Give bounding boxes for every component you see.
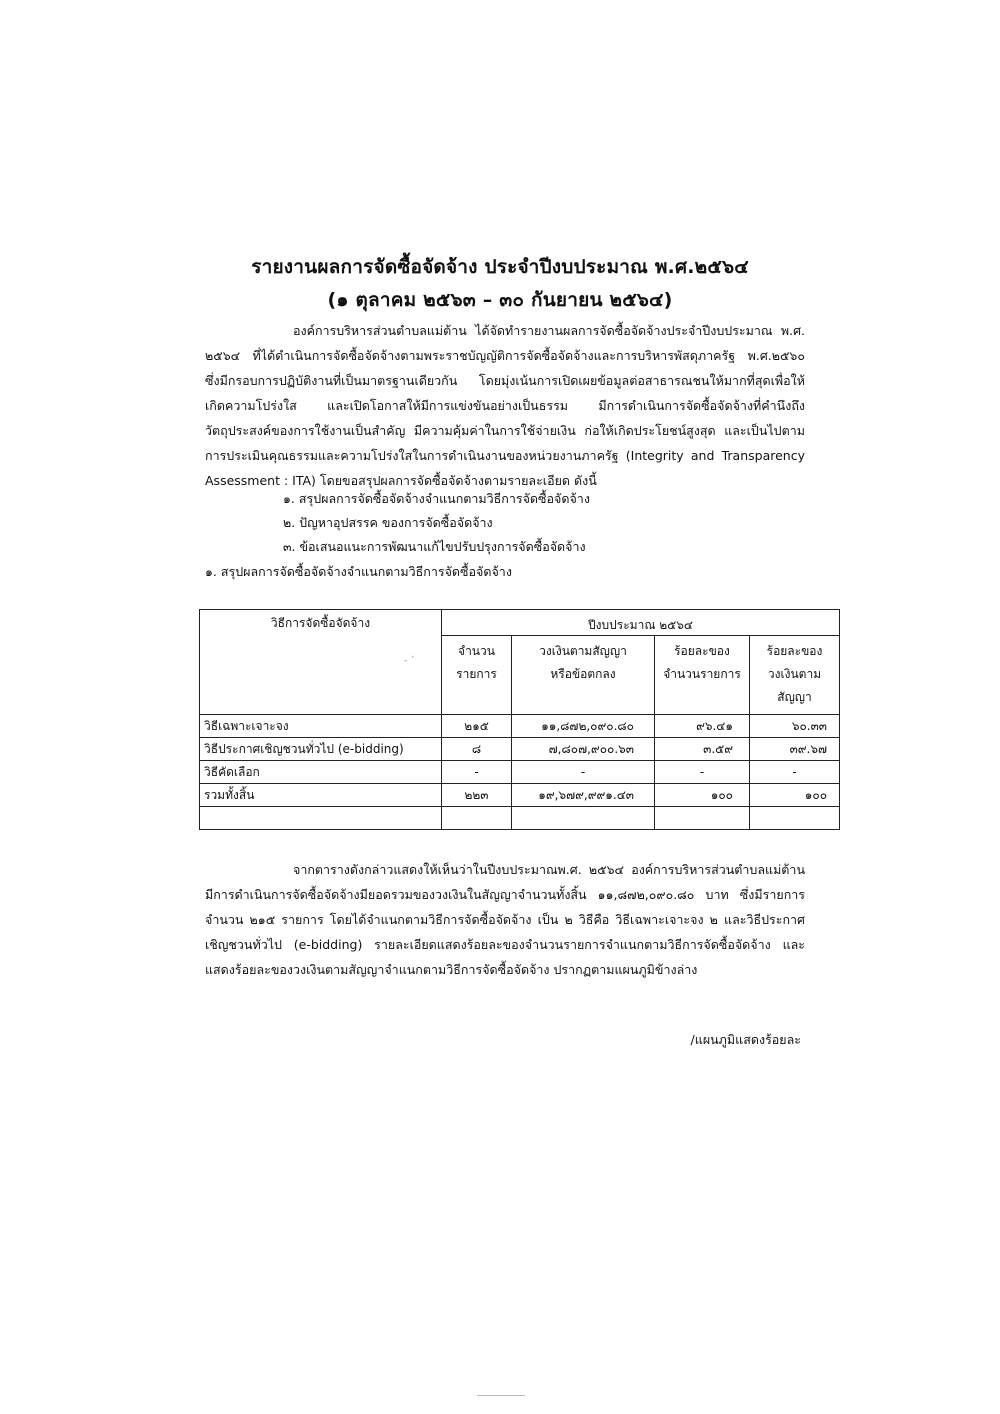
header-contract-value: วงเงินตามสัญญา หรือข้อตกลง <box>512 636 655 715</box>
pct-count: ๙๖.๔๑ <box>655 715 750 738</box>
summary-line: จำนวน ๒๑๕ รายการ โดยได้จำแนกตามวิธีการจัดซื้อจัดจ้าง เป็น ๒ วิธีคือ วิธีเฉพาะเจาะจง ๒ และวิธีประกาศ <box>205 912 805 927</box>
topic-item: ๑. สรุปผลการจัดซื้อจัดจ้างจำแนกตามวิธีการจัดซื้อจัดจ้าง <box>283 491 590 506</box>
summary-line: จากตารางดังกล่าวแสดงให้เห็นว่าในปีงบประมาณพ.ศ. ๒๕๖๔ องค์การบริหารส่วนตำบลแม่ต้าน <box>293 862 805 877</box>
table-row <box>200 761 840 784</box>
procurement-table <box>199 609 840 830</box>
header-count: จำนวน รายการ <box>442 636 512 715</box>
intro-line: การประเมินคุณธรรมและความโปร่งใสในการดำเนินงานของหน่วยงานภาครัฐ (Integrity and Transparency <box>205 448 805 463</box>
pct-value: ๖๐.๓๓ <box>750 715 840 738</box>
intro-line: ๒๕๖๔ ที่ได้ดำเนินการจัดซื้อจัดจ้างตามพระราชบัญญัติการจัดซื้อจัดจ้างและการบริหารพัสดุภาครัฐ พ.ศ.๒๕๖๐ <box>205 348 805 363</box>
pct-count: - <box>655 761 750 784</box>
pct-count: ๓.๕๙ <box>655 738 750 761</box>
header-fiscal-year: ปีงบประมาณ ๒๕๖๔ <box>442 610 840 636</box>
topic-list <box>283 487 590 559</box>
method-name: รวมทั้งสิ้น <box>200 784 442 807</box>
intro-line: วัตถุประสงค์ของการใช้งานเป็นสำคัญ มีความคุ้มค่าในการใช้จ่ายเงิน ก่อให้เกิดประโยชน์สูงสุด และเป็นไปตาม <box>205 423 805 438</box>
scan-speck: - ˊ <box>404 656 415 666</box>
contract-value: ๑๙,๖๗๙,๙๙๑.๔๓ <box>512 784 655 807</box>
method-name: วิธีประกาศเชิญชวนทั่วไป (e-bidding) <box>200 738 442 761</box>
item-count: ๒๑๕ <box>442 715 512 738</box>
table-row <box>200 738 840 761</box>
footer-divider <box>477 1395 525 1396</box>
summary-line: เชิญชวนทั่วไป (e-bidding) รายละเอียดแสดงร้อยละของจำนวนรายการจำแนกตามวิธีการจัดซื้อจัดจ้าง และ <box>205 937 805 952</box>
pct-value: ๓๙.๖๗ <box>750 738 840 761</box>
topic-item: ๒. ปัญหาอุปสรรค ของการจัดซื้อจัดจ้าง <box>283 515 493 530</box>
contract-value: - <box>512 761 655 784</box>
table-row-empty <box>200 807 840 830</box>
contract-value: ๗,๘๐๗,๙๐๐.๖๓ <box>512 738 655 761</box>
intro-paragraph <box>205 318 805 493</box>
intro-line: องค์การบริหารส่วนตำบลแม่ต้าน ได้จัดทำรายงานผลการจัดซื้อจัดจ้างประจำปีงบประมาณ พ.ศ. <box>293 323 805 338</box>
continuation-note: /แผนภูมิแสดงร้อยละ <box>690 1032 801 1047</box>
table-row-total <box>200 784 840 807</box>
summary-line: แสดงร้อยละของวงเงินตามสัญญาจำแนกตามวิธีการจัดซื้อจัดจ้าง ปรากฏตามแผนภูมิข้างล่าง <box>205 962 698 977</box>
header-pct-value: ร้อยละของ วงเงินตาม สัญญา <box>750 636 840 715</box>
section-title: ๑. สรุปผลการจัดซื้อจัดจ้างจำแนกตามวิธีการจัดซื้อจัดจ้าง <box>205 564 512 579</box>
document-title: รายงานผลการจัดซื้อจัดจ้าง ประจำปีงบประมาณ พ.ศ.๒๕๖๔ <box>251 256 749 278</box>
document-period: (๑ ตุลาคม ๒๕๖๓ – ๓๐ กันยายน ๒๕๖๔) <box>327 289 673 311</box>
topic-item: ๓. ข้อเสนอแนะการพัฒนาแก้ไขปรับปรุงการจัดซื้อจัดจ้าง <box>283 539 586 554</box>
summary-line: มีการดำเนินการจัดซื้อจัดจ้างมียอดรวมของวงเงินในสัญญาจำนวนทั้งสิ้น ๑๑,๘๗๒,๐๙๐.๘๐ บาท ซึ่งมีรายการ <box>205 887 805 902</box>
pct-value: ๑๐๐ <box>750 784 840 807</box>
table-row <box>200 715 840 738</box>
summary-paragraph <box>205 857 805 982</box>
method-name: วิธีคัดเลือก <box>200 761 442 784</box>
header-pct-count: ร้อยละของ จำนวนรายการ <box>655 636 750 715</box>
intro-line: ซึ่งมีกรอบการปฏิบัติงานที่เป็นมาตรฐานเดียวกัน โดยมุ่งเน้นการเปิดเผยข้อมูลต่อสาธารณชนให้มากที่สุดเพื่อให้ <box>205 373 805 388</box>
pct-count: ๑๐๐ <box>655 784 750 807</box>
contract-value: ๑๑,๘๗๒,๐๙๐.๘๐ <box>512 715 655 738</box>
header-method: วิธีการจัดซื้อจัดจ้าง <box>200 610 442 715</box>
intro-line: เกิดความโปร่งใส และเปิดโอกาสให้มีการแข่งขันอย่างเป็นธรรม มีการดำเนินการจัดซื้อจัดจ้างที่คำนึงถึง <box>205 398 805 413</box>
method-name: วิธีเฉพาะเจาะจง <box>200 715 442 738</box>
item-count: ๒๒๓ <box>442 784 512 807</box>
pct-value: - <box>750 761 840 784</box>
intro-line: Assessment : ITA) โดยขอสรุปผลการจัดซื้อจัดจ้างตามรายละเอียด ดังนี้ <box>205 473 597 488</box>
item-count: ๘ <box>442 738 512 761</box>
item-count: - <box>442 761 512 784</box>
